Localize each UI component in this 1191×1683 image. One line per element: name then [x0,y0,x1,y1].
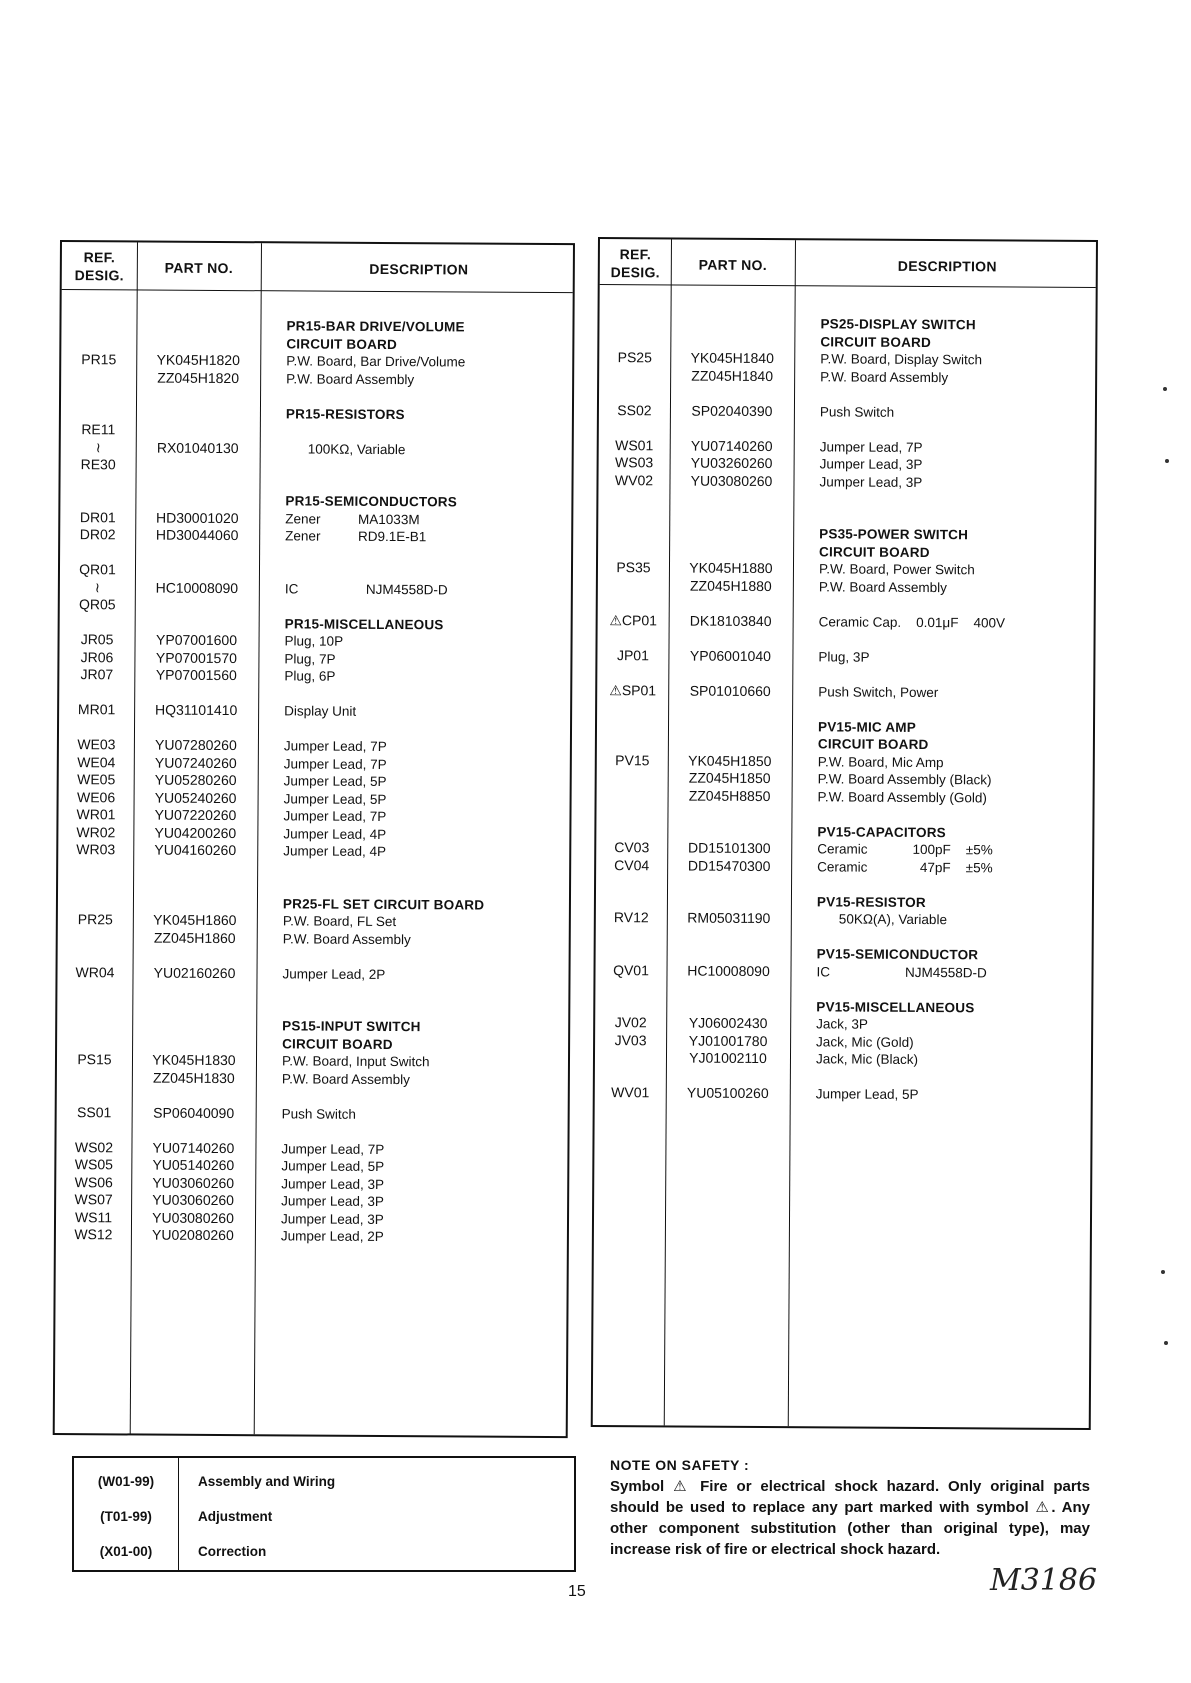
scan-speck [1164,1341,1168,1345]
ref-desig: WE05 [77,771,116,788]
ref-desig [57,1068,132,1086]
ref-desig [58,894,133,912]
part-number: ZZ045H8850 [688,787,771,804]
part-row [595,1049,1091,1070]
part-number: YU02160260 [153,964,236,981]
ref-desig: JR05 [80,631,114,648]
part-description: Jumper Lead, 2P [280,1228,384,1244]
part-number [669,524,793,542]
part-number [135,491,259,509]
ref-desig: JV02 [614,1014,647,1031]
part-row [57,963,568,984]
ref-desig-header-right: REF. DESIG. [610,246,660,281]
section-heading: PS15-INPUT SWITCH [282,1018,421,1035]
part-description: Zener MA1033M [285,510,420,527]
part-number [132,1034,256,1052]
part-number [668,717,792,735]
ref-desig: WE06 [76,788,116,805]
ref-desig: JR07 [80,666,114,683]
ref-desig: QR05 [78,596,116,613]
scan-speck [1165,459,1169,463]
ref-desig: DR01 [79,508,116,525]
part-row [598,577,1094,598]
legend-code: (W01-99) [97,1473,155,1489]
ref-desig: WR04 [75,963,115,980]
part-number: HD30001020 [155,509,239,526]
ref-desig: QR01 [79,561,116,578]
part-number: YK045H1880 [689,559,773,577]
part-number: YU07140260 [152,1139,235,1156]
part-number: YP07001600 [156,631,238,649]
section-heading: PV15-CAPACITORS [817,823,946,840]
part-row [597,682,1093,703]
part-description: IC NJM4558D-D [816,963,987,980]
part-number: HC10008090 [155,579,239,596]
section-heading: PV15-MIC AMP [817,718,916,735]
part-description: Jumper Lead, 5P [283,773,387,790]
part-number: YU03080260 [690,472,773,489]
part-description: Jumper Lead, 4P [283,825,387,842]
ref-desig: PS35 [616,559,651,576]
part-number [670,332,794,350]
part-number: YU04160260 [154,841,237,859]
part-number: HQ31101410 [154,701,238,719]
ref-desig [599,332,670,350]
legend-desc: Assembly and Wiring [198,1473,336,1489]
part-description [259,562,559,581]
ref-desig: WS06 [74,1173,113,1190]
part-description: Jumper Lead, 4P [283,843,387,860]
section-heading: PR15-BAR DRIVE/VOLUME [286,318,465,335]
part-description: P.W. Board Assembly (Black) [817,771,992,788]
ref-desig: MR01 [77,701,116,718]
part-number [667,892,791,910]
part-number: HD30044060 [155,526,239,544]
page-number: 15 [568,1583,586,1600]
part-description: Jumper Lead, 2P [282,965,386,982]
ref-desig: WR01 [76,806,116,823]
part-number: YU07240260 [154,754,237,771]
part-number: YP07001560 [155,666,237,684]
part-number: YU03060260 [152,1174,235,1191]
part-number [132,1016,256,1034]
part-number: ZZ045H1840 [691,367,774,384]
ref-desig: ≀ [95,438,101,455]
part-number [136,456,260,474]
part-number: YK045H1820 [156,351,240,369]
part-number: DD15470300 [687,857,771,874]
ref-desig: JR06 [80,648,114,665]
part-number [133,894,257,912]
part-number [666,997,790,1015]
legend-desc: Correction [198,1543,267,1559]
description-header-right: DESCRIPTION [897,257,997,275]
ref-desig-header: REF. DESIG. [74,249,124,284]
part-description: Jumper Lead, 5P [283,790,387,807]
part-number: YU07220260 [154,806,237,824]
section-heading: CIRCUIT BOARD [817,736,929,753]
ref-desig: WR02 [76,823,116,840]
part-number: ZZ045H1880 [689,577,772,594]
part-no-header-right: PART NO. [698,256,768,274]
part-number: YJ01001780 [688,1032,768,1049]
section-heading: PS35-POWER SWITCH [819,526,969,543]
part-description: P.W. Board Assembly [282,930,411,947]
ref-desig [57,1033,132,1051]
code-legend [72,1456,576,1572]
ref-desig: SS01 [77,1103,112,1120]
part-row [596,909,1092,930]
part-description [260,457,560,476]
part-description: Plug, 7P [284,650,336,667]
part-description: Jumper Lead, 3P [280,1210,384,1227]
part-description: P.W. Board, Input Switch [281,1053,430,1070]
part-description [259,597,559,616]
section-heading: PR15-SEMICONDUCTORS [285,493,458,510]
safety-note [610,1455,1090,1560]
handwritten-mark: M3186 [990,1563,1098,1598]
part-number: HC10008090 [687,962,770,979]
part-description: Ceramic 100pF ±5% [817,841,993,858]
legend-code: (X01-00) [99,1543,153,1559]
part-description: Jumper Lead, 7P [283,808,387,825]
part-row [598,612,1094,633]
part-description: P.W. Board, Power Switch [818,561,975,578]
part-number [136,334,260,352]
part-row [599,367,1095,388]
part-number: YU05240260 [154,789,237,806]
part-row [595,961,1091,982]
ref-desig: WS12 [74,1226,113,1243]
ref-desig [597,769,668,787]
part-row [597,787,1093,808]
part-description: Jumper Lead, 7P [819,438,923,455]
ref-desig [598,524,669,542]
ref-desig [597,717,668,735]
part-description: Jumper Lead, 5P [281,1158,385,1174]
part-number: YU07140260 [690,437,773,454]
part-number: YJ06002430 [688,1014,768,1032]
part-description: Jumper Lead, 5P [815,1086,919,1102]
part-description: 100KΩ, Variable [307,441,406,457]
part-description: Jumper Lead, 7P [281,1140,385,1157]
part-row [59,666,570,687]
part-description: Push Switch, Power [818,683,939,700]
part-description: 50KΩ(A), Variable [838,911,948,928]
ref-desig: ≀ [94,578,101,595]
part-number [136,421,260,439]
legend-row [74,1534,574,1568]
part-row [57,1103,568,1124]
ref-desig [57,1016,132,1034]
part-number: YU05280260 [154,771,237,789]
ref-desig [61,334,136,352]
ref-desig: JV03 [614,1031,647,1048]
part-number: YK045H1830 [152,1051,236,1069]
ref-desig: ⚠SP01 [609,681,657,698]
part-number: SP02040390 [691,402,773,419]
part-description: Jumper Lead, 7P [283,755,387,772]
ref-desig [596,822,667,840]
legend-row [74,1464,574,1498]
part-row [61,369,572,390]
part-number: ZZ045H1820 [157,369,240,386]
part-number [667,822,791,840]
ref-desig: JP01 [616,646,649,663]
ref-desig: RE30 [80,456,116,473]
part-description: P.W. Board, Mic Amp [817,753,944,770]
part-description: Push Switch [281,1105,357,1122]
part-number [669,542,793,560]
ref-desig: WE04 [77,753,116,770]
part-number [135,596,259,614]
part-description: Jack, Mic (Gold) [816,1033,914,1050]
left-rows [56,316,573,1247]
part-description: P.W. Board Assembly [281,1070,410,1087]
section-heading: CIRCUIT BOARD [819,543,930,560]
ref-desig: WS05 [74,1156,113,1173]
part-description: Plug, 3P [818,648,870,665]
ref-desig: CV04 [614,856,650,873]
scan-speck [1161,1270,1165,1274]
part-number: ZZ045H1830 [152,1069,235,1086]
part-description: P.W. Board Assembly [818,578,947,595]
ref-desig [598,577,669,595]
ref-desig [597,787,668,805]
ref-desig [596,944,667,962]
ref-desig [61,369,136,387]
part-description: Ceramic Cap. 0.01μF 400V [818,613,1006,630]
section-heading: PV15-RESISTOR [816,893,926,910]
part-number: YU05100260 [686,1084,769,1102]
part-no-header: PART NO. [164,259,234,277]
ref-desig: PS25 [617,349,652,366]
part-description: Ceramic 47pF ±5% [817,858,993,875]
part-description [260,422,560,441]
ref-desig: WS03 [615,454,654,471]
part-number: ZZ045H1860 [153,929,236,946]
ref-desig [61,316,136,334]
part-description: P.W. Board, FL Set [282,913,397,930]
part-description: Plug, 10P [284,633,344,649]
part-description: Plug, 6P [284,668,336,684]
part-number [670,314,794,332]
ref-desig: WS07 [74,1191,113,1208]
ref-desig: RV12 [613,909,649,926]
part-number: ZZ045H1850 [688,769,771,787]
part-row [597,647,1093,668]
section-heading: PR25-FL SET CIRCUIT BOARD [282,895,485,913]
ref-desig: WV02 [614,471,654,488]
section-heading: PR15-MISCELLANEOUS [284,615,444,632]
legend-code: (T01-99) [100,1508,152,1524]
part-number [135,561,259,579]
part-description: Push Switch [819,403,895,420]
part-number [136,316,260,334]
part-description: IC NJM4558D-D [284,580,448,597]
part-description: P.W. Board, Bar Drive/Volume [286,353,466,370]
part-row [599,402,1095,423]
part-description: P.W. Board Assembly (Gold) [817,788,987,805]
part-row [596,857,1092,878]
part-description: P.W. Board, Display Switch [820,351,983,368]
part-number: YP07001570 [155,649,237,666]
part-number [668,734,792,752]
ref-desig: SS02 [617,401,652,418]
ref-desig: WS01 [615,436,654,453]
ref-desig [597,734,668,752]
part-description: Zener RD9.1E-B1 [285,528,427,545]
part-number: YU02080260 [152,1226,234,1244]
section-heading: PV15-SEMICONDUCTOR [816,946,979,963]
part-description: Jumper Lead, 3P [281,1175,385,1192]
ref-desig: WS11 [74,1208,113,1225]
ref-desig: WS02 [74,1138,114,1155]
ref-desig: RE11 [81,421,116,438]
ref-desig [595,1049,666,1067]
part-row [58,928,569,949]
part-number: SP06040090 [153,1104,235,1121]
part-number: YP06001040 [689,647,771,664]
ref-desig [61,404,136,422]
ref-desig: DR02 [79,526,116,543]
part-number: YK045H1860 [153,911,237,929]
part-number: YK045H1850 [688,752,772,769]
left-parts-table [53,240,575,1438]
section-heading: PS25-DISPLAY SWITCH [820,316,976,333]
part-description: P.W. Board Assembly [286,370,415,387]
part-row [56,1226,567,1247]
part-row [60,526,571,547]
ref-desig [60,491,135,509]
part-number: YU04200260 [154,824,237,841]
part-number: DK18103840 [689,612,772,629]
safety-note-body: Symbol ⚠ Fire or electrical shock hazard. Only original parts should be used to replace any part marked with symbol ⚠. Any other component substitution (other than original type), may increase risk of fire or electrical shock hazard. [610,1478,1090,1558]
part-row [61,456,572,477]
part-description: Jumper Lead, 3P [819,473,923,490]
ref-desig: PR15 [81,351,117,368]
part-number [135,614,259,632]
part-number: YU03260260 [690,454,773,472]
ref-desig: PR25 [77,911,113,928]
ref-desig: PS15 [77,1051,112,1068]
part-description: Jumper Lead, 7P [283,738,387,755]
part-description: P.W. Board Assembly [820,368,949,385]
part-number: DD15101300 [687,839,771,857]
part-number: YJ01002110 [689,1049,767,1067]
part-description: Jumper Lead, 3P [281,1193,384,1209]
ref-desig [58,928,133,946]
ref-desig [596,892,667,910]
part-description: Display Unit [284,703,357,719]
part-number: RM05031190 [687,909,771,927]
part-number: YU03080260 [152,1209,234,1226]
part-number [667,944,791,962]
legend-desc: Adjustment [198,1508,273,1524]
ref-desig: WE03 [77,736,116,753]
part-description: Jack, 3P [816,1016,869,1032]
section-heading: CIRCUIT BOARD [282,1035,393,1052]
ref-desig [599,367,670,385]
ref-desig [599,314,670,332]
ref-desig [595,996,666,1014]
legend-row [74,1499,574,1533]
part-row [598,472,1094,493]
section-heading: CIRCUIT BOARD [286,335,398,352]
section-heading: PV15-MISCELLANEOUS [816,998,975,1015]
right-rows [595,314,1096,1105]
ref-desig [598,542,669,560]
ref-desig: QV01 [613,961,649,978]
part-number: RX01040130 [156,439,239,456]
part-number: YU05140260 [152,1156,235,1174]
part-row [59,701,570,722]
ref-desig: CV03 [614,839,650,856]
ref-desig: WR03 [76,841,116,858]
part-description: Jack, Mic (Black) [815,1051,919,1067]
scan-speck [1163,387,1167,391]
ref-desig: WV01 [611,1084,650,1101]
safety-note-title: NOTE ON SAFETY : [610,1457,750,1473]
part-number: YU03060260 [152,1191,235,1209]
section-heading: PR15-RESISTORS [285,405,405,422]
description-header: DESCRIPTION [369,260,469,278]
part-row [57,1068,568,1089]
part-row [595,1084,1091,1105]
section-heading: CIRCUIT BOARD [820,333,932,350]
part-description: Jumper Lead, 3P [819,456,923,472]
ref-desig: PV15 [615,751,650,768]
part-number [136,404,260,422]
part-number: YK045H1840 [690,349,774,367]
ref-desig [60,614,135,632]
part-number: SP01010660 [689,682,771,699]
part-number: YU07280260 [154,736,237,754]
right-parts-table [591,237,1098,1430]
part-row [58,841,569,862]
ref-desig: ⚠CP01 [609,611,657,628]
